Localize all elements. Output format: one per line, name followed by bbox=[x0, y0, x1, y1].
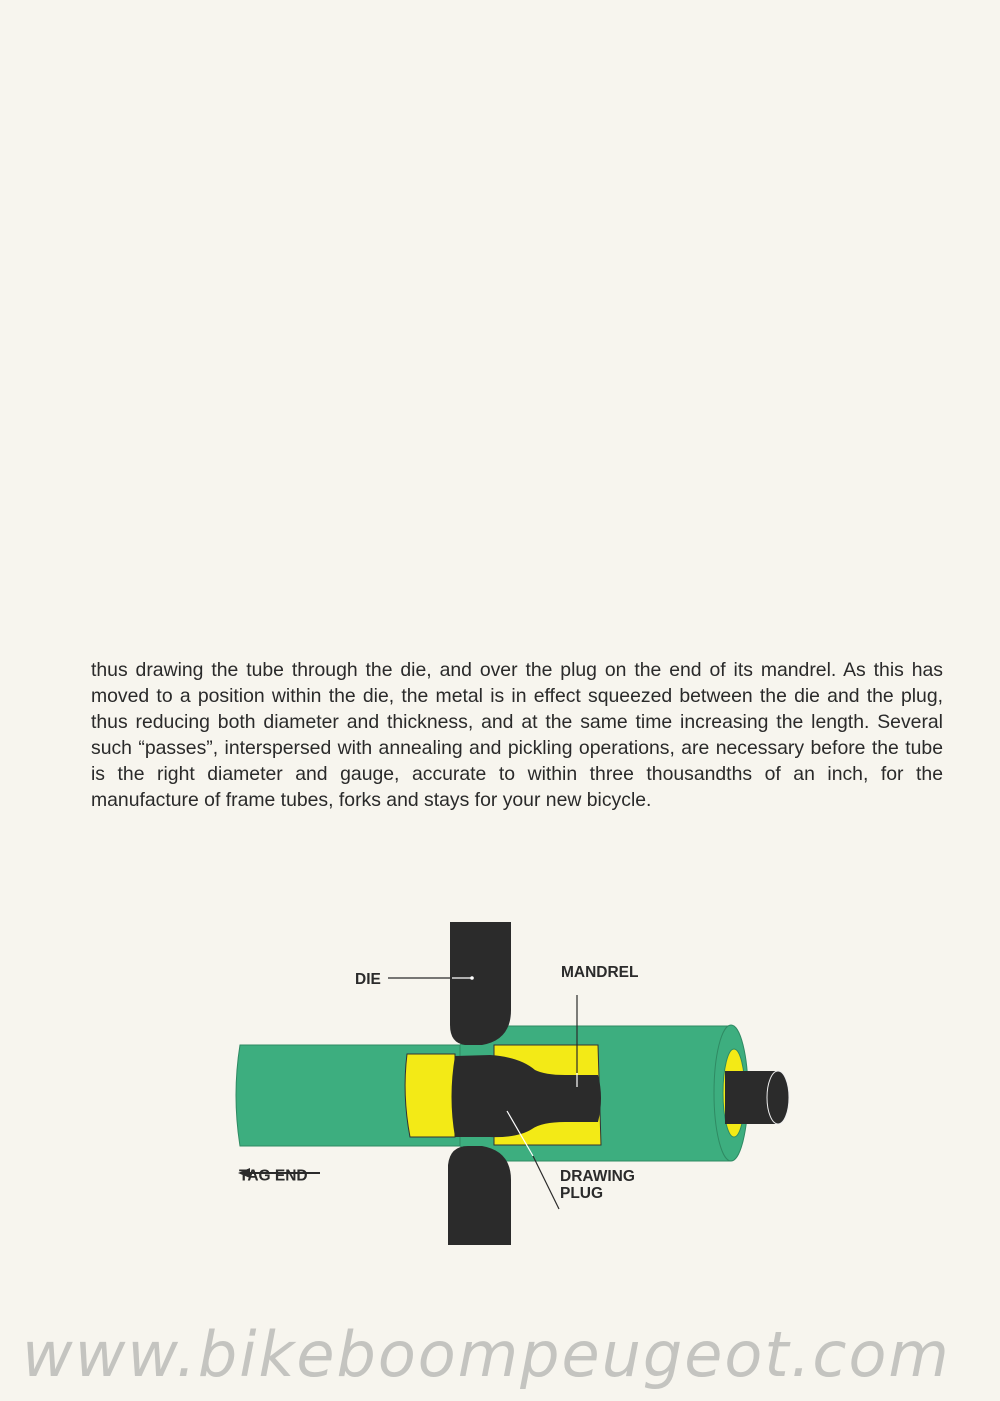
watermark: www.bikeboompeugeot.com bbox=[22, 1318, 951, 1391]
die-bottom bbox=[448, 1146, 511, 1245]
mandrel-rod-end bbox=[767, 1071, 789, 1124]
die-top bbox=[450, 922, 511, 1045]
body-paragraph: thus drawing the tube through the die, and over the plug on the end of its mandrel. As this has moved to a position within the die, the metal is in effect squeezed between the die and the plug, thus reducing both diameter and thickness, and at the same time increasing the length. Several such “passes”, interspersed with annealing and pickling operations, are necessary before the tube is the right diameter and gauge, accurate to within three thousandths of an inch, for the manufacture of frame tubes, forks and stays for your new bicycle. bbox=[91, 659, 943, 811]
label-plug: PLUG bbox=[560, 1185, 604, 1202]
label-tag-end: TAG END bbox=[239, 1167, 308, 1185]
label-die: DIE bbox=[355, 971, 381, 988]
tube-drawing-diagram bbox=[220, 915, 800, 1245]
cutaway-left bbox=[405, 1054, 455, 1137]
label-drawing: DRAWING bbox=[560, 1168, 635, 1185]
label-mandrel: MANDREL bbox=[561, 964, 639, 981]
